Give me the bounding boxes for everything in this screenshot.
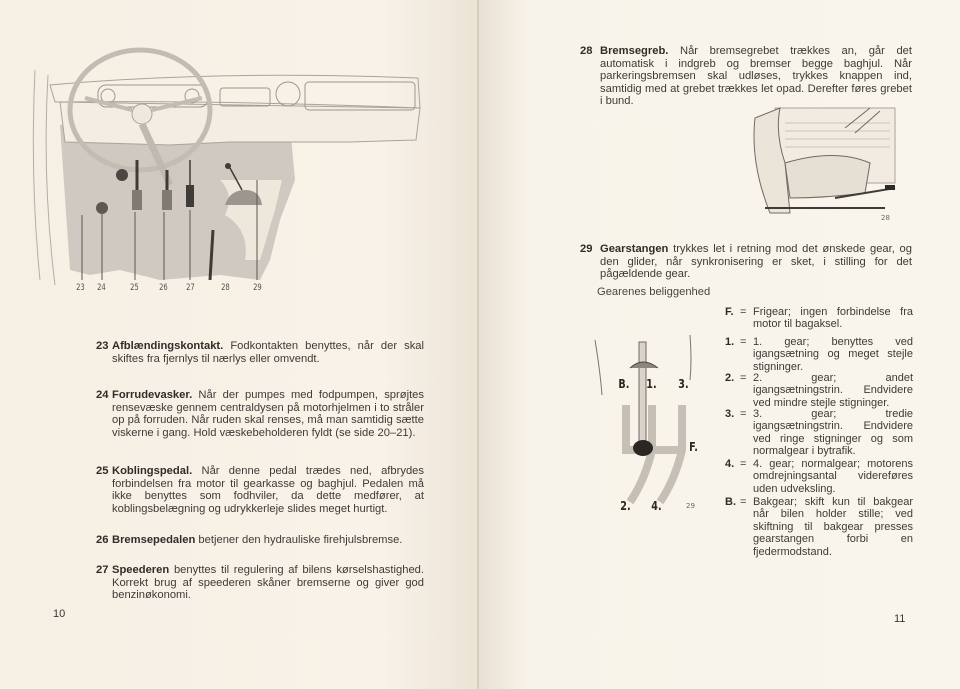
item-term: Bremsegreb. — [600, 45, 669, 57]
callout-28: 28 — [221, 283, 230, 293]
item-number: 27 — [96, 564, 109, 576]
item-number: 29 — [580, 243, 593, 255]
brake-figure-number: 28 — [881, 214, 890, 222]
callout-26: 26 — [159, 283, 168, 293]
gear-desc: 1. gear; benyttes ved igangsætning og meget stejle stigninger. — [753, 336, 913, 373]
gear-eq: = — [740, 496, 747, 508]
item-number: 23 — [96, 340, 109, 352]
gear-row-f — [725, 306, 913, 331]
item-24 — [96, 389, 424, 439]
gear-row-3 — [725, 408, 913, 458]
item-term: Gearstangen — [600, 243, 669, 255]
gear-section-title: Gearenes beliggenhed — [597, 286, 711, 298]
callout-25: 25 — [130, 283, 139, 293]
gear-eq: = — [740, 458, 747, 470]
item-number: 24 — [96, 389, 109, 401]
callout-27: 27 — [186, 283, 195, 293]
gear-label-b: B. — [618, 377, 630, 391]
gear-desc: 3. gear; tredie igangsætningstrin. Endvidere ved ringe stigninger og som normalgear i bytrafik. — [753, 408, 913, 458]
gear-figure-number: 29 — [686, 502, 695, 510]
item-26 — [96, 534, 424, 547]
gear-key: 4. — [725, 458, 735, 470]
gear-label-4: 4. — [651, 499, 662, 513]
gear-key: 2. — [725, 372, 735, 384]
gear-row-4 — [725, 458, 913, 495]
gear-desc: 4. gear; normalgear; motorens omdrejningsantal videreføres uden udveksling. — [753, 458, 913, 495]
gear-label-3: 3. — [678, 377, 689, 391]
gear-eq: = — [740, 408, 747, 420]
gear-label-f: F. — [689, 440, 698, 454]
gear-pattern-illustration — [590, 330, 710, 510]
book-spine — [477, 0, 479, 689]
item-number: 26 — [96, 534, 109, 546]
handbrake-illustration — [745, 103, 905, 218]
item-term: Forrudevasker. — [112, 389, 193, 401]
gear-desc: 2. gear; andet igangsætningstrin. Endvidere ved mindre stejle stigninger. — [753, 372, 913, 409]
gear-label-2: 2. — [620, 499, 631, 513]
item-text: Når bremsegrebet trækkes an, går det automatisk i indgreb og bremser begge baghjul. Når parkeringsbremsen skal udløses, trykkes knappen ind, samtidig med at grebet trækkes let opad. Derefter føres grebet i bund. — [600, 45, 912, 108]
item-text: betjener den hydrauliske firehjulsbremse. — [195, 534, 403, 546]
item-28 — [580, 45, 912, 108]
callout-23: 23 — [76, 283, 85, 293]
item-25 — [96, 465, 424, 515]
gear-label-1: 1. — [646, 377, 657, 391]
item-term: Afblændingskontakt. — [112, 340, 224, 352]
item-term: Speederen — [112, 564, 170, 576]
page-number-left: 10 — [53, 608, 66, 620]
gear-key: B. — [725, 496, 736, 508]
item-text: trykkes let i retning mod det ønskede gear, og den glider, når synkronisering er sket, i stilling for det pågældende gear. — [600, 243, 912, 281]
gear-desc: Bakgear; skift kun til bakgear når bilen holder stille; ved skiftning til bakgear presses gearstangen forbi en fjedermodstand. — [753, 496, 913, 558]
item-text: Når denne pedal trædes ned, afbrydes forbindelsen fra motor til gearkasse og baghjul. Pedalen må ikke benyttes som fodhviler, da dette medfører, at koblingsbelægning og udrykkerleje slides meget hurtigt. — [112, 465, 424, 515]
gear-row-1 — [725, 336, 913, 373]
item-29 — [580, 243, 912, 281]
gear-key: F. — [725, 306, 734, 318]
gear-key: 1. — [725, 336, 735, 348]
page-number-right: 11 — [894, 613, 906, 625]
item-number: 25 — [96, 465, 109, 477]
item-term: Bremsepedalen — [112, 534, 196, 546]
item-term: Koblingspedal. — [112, 465, 193, 477]
item-text: Når der pumpes med fodpumpen, sprøjtes rensevæske gennem centraldysen på motorhjelmen i to stråler op på forruden. Når ruden skal renses, må man samtidig sætte viskerne i gang. Hold væskebeholderen fyldt (se side 20–21). — [112, 389, 424, 439]
dashboard-illustration — [20, 30, 440, 310]
gear-eq: = — [740, 306, 747, 318]
gear-desc: Frigear; ingen forbindelse fra motor til bagaksel. — [753, 306, 913, 331]
gear-eq: = — [740, 336, 747, 348]
item-number: 28 — [580, 45, 593, 57]
callout-24: 24 — [97, 283, 106, 293]
gear-eq: = — [740, 372, 747, 384]
gear-row-b — [725, 496, 913, 558]
item-23 — [96, 340, 424, 365]
item-text: Fodkontakten benyttes, når der skal skiftes fra fjernlys til nærlys eller omvendt. — [112, 340, 424, 365]
gear-key: 3. — [725, 408, 735, 420]
item-27 — [96, 564, 424, 602]
item-text: benyttes til regulering af bilens kørselshastighed. Korrekt brug af speederen skåner bremserne og giver god benzinøkonomi. — [112, 564, 424, 602]
callout-29: 29 — [253, 283, 262, 293]
gear-row-2 — [725, 372, 913, 409]
